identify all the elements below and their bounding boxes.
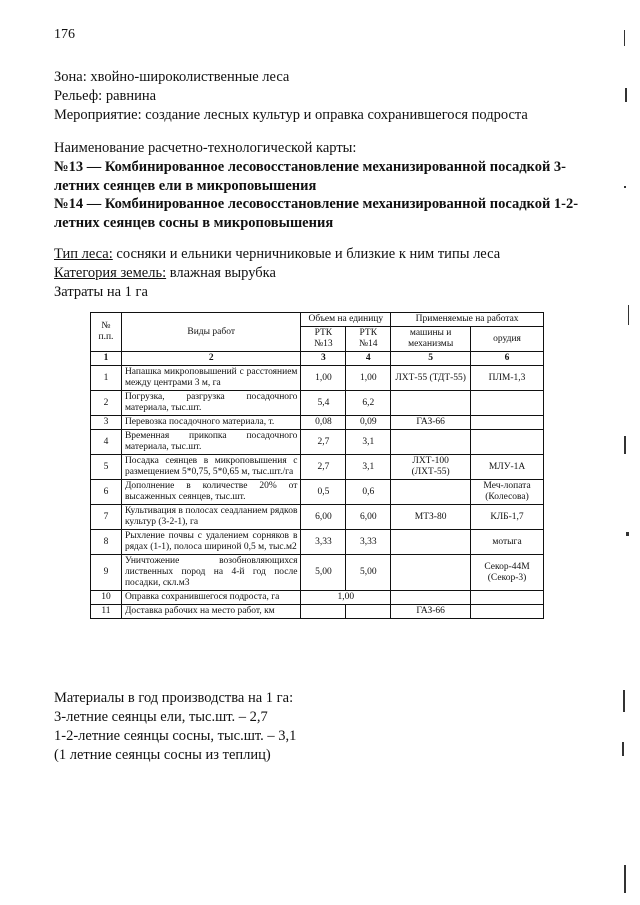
rtk13-value: 0,08	[301, 416, 346, 430]
scan-edge-mark	[624, 865, 626, 893]
work-description: Оправка сохранившегося подроста, га	[121, 591, 301, 605]
scan-edge-mark	[624, 436, 626, 454]
land-category-line	[54, 264, 276, 283]
row-number: 9	[91, 555, 122, 591]
rtk14-value: 3,33	[346, 530, 391, 555]
header-machines: машины и механизмы	[391, 327, 471, 352]
materials-note: (1 летние сеянцы сосны из теплиц)	[54, 747, 271, 763]
machines-value	[391, 480, 471, 505]
forest-type-value: сосняки и ельники черничниковые и близкие к ним типы леса	[112, 246, 501, 262]
table-row	[91, 430, 544, 455]
forest-type-line	[54, 245, 500, 264]
table-row	[91, 605, 544, 619]
rtk13-value: 1,00	[301, 366, 346, 391]
rtk14-value: 6,00	[346, 505, 391, 530]
tools-value	[471, 430, 544, 455]
rtk14-value: 3,1	[346, 455, 391, 480]
work-description: Посадка сеянцев в микроповышения с размещением 5*0,75, 5*0,65 м, тыс.шт./га	[121, 455, 301, 480]
rtk13-value: 0,5	[301, 480, 346, 505]
table-row	[91, 391, 544, 416]
table-row	[91, 455, 544, 480]
rtk14-value	[346, 605, 391, 619]
row-number: 2	[91, 391, 122, 416]
column-number: 6	[471, 352, 544, 366]
scan-edge-mark	[624, 186, 626, 188]
header-tools: орудия	[471, 327, 544, 352]
materials-pine: 1-2-летние сеянцы сосны, тыс.шт. – 3,1	[54, 728, 297, 744]
header-volume: Объем на единицу	[301, 313, 391, 327]
machines-value	[391, 430, 471, 455]
tools-value: КЛБ-1,7	[471, 505, 544, 530]
row-number: 8	[91, 530, 122, 555]
header-rtk14: РТК №14	[346, 327, 391, 352]
tools-value	[471, 605, 544, 619]
work-description: Культивация в полосах сеадланием рядков культур (3-2-1), га	[121, 505, 301, 530]
rtk13-value	[301, 605, 346, 619]
works-table	[90, 312, 544, 619]
rtk14-value: 3,1	[346, 430, 391, 455]
column-number: 1	[91, 352, 122, 366]
machines-value	[391, 591, 471, 605]
rtk13-value: 2,7	[301, 455, 346, 480]
zone-line: Зона: хвойно-широколиственные леса	[54, 69, 290, 85]
work-description: Дополнение в количестве 20% от высаженных сеянцев, тыс.шт.	[121, 480, 301, 505]
table-row	[91, 416, 544, 430]
work-description: Перевозка посадочного материала, т.	[121, 416, 301, 430]
tools-value	[471, 391, 544, 416]
column-number: 5	[391, 352, 471, 366]
rtk13-value: 2,7	[301, 430, 346, 455]
work-description: Напашка микроповышений с расстоянием между центрами 3 м, га	[121, 366, 301, 391]
row-number: 5	[91, 455, 122, 480]
tools-value: Секор-44М (Секор-3)	[471, 555, 544, 591]
card-14-title: №14 — Комбинированное лесовосстановление механизированной посадкой 1-2-летних сеянцев сосны в микроповышения	[54, 196, 579, 231]
table-row	[91, 591, 544, 605]
tools-value	[471, 416, 544, 430]
rtk14-value: 0,09	[346, 416, 391, 430]
tools-value	[471, 591, 544, 605]
row-number: 7	[91, 505, 122, 530]
tools-value: мотыга	[471, 530, 544, 555]
row-number: 6	[91, 480, 122, 505]
table-row	[91, 480, 544, 505]
work-description: Погрузка, разгрузка посадочного материала, тыс.шт.	[121, 391, 301, 416]
row-number: 3	[91, 416, 122, 430]
machines-value: ГАЗ-66	[391, 605, 471, 619]
row-number: 4	[91, 430, 122, 455]
scan-edge-mark	[626, 532, 629, 536]
machines-value: МТЗ-80	[391, 505, 471, 530]
machines-value	[391, 530, 471, 555]
scan-edge-mark	[622, 742, 624, 756]
rtk14-value: 1,00	[346, 366, 391, 391]
table-row	[91, 555, 544, 591]
column-numbers-row	[91, 352, 544, 366]
scan-edge-mark	[628, 305, 629, 325]
work-description: Уничтожение возобновляющихся лиственных пород на 4-й год после посадки, скл.м3	[121, 555, 301, 591]
row-number: 11	[91, 605, 122, 619]
card-label: Наименование расчетно-технологической карты:	[54, 140, 357, 156]
scan-edge-mark	[623, 690, 625, 712]
rtk14-value: 0,6	[346, 480, 391, 505]
rtk14-value: 5,00	[346, 555, 391, 591]
work-description: Рыхление почвы с удалением сорняков в рядах (1-1), полоса шириной 0,5 м, тыс.м2	[121, 530, 301, 555]
card-13-title: №13 — Комбинированное лесовосстановление механизированной посадкой 3-летних сеянцев ели в микроповышения	[54, 159, 566, 194]
rtk13-value: 5,00	[301, 555, 346, 591]
header-num: № п.п.	[91, 313, 122, 352]
machines-value: ГАЗ-66	[391, 416, 471, 430]
materials-block	[54, 689, 296, 765]
header-rtk13: РТК №13	[301, 327, 346, 352]
work-description: Доставка рабочих на место работ, км	[121, 605, 301, 619]
header-applied: Применяемые на работах	[391, 313, 544, 327]
relief-line: Рельеф: равнина	[54, 88, 157, 104]
work-description: Временная прикопка посадочного материала, тыс.шт.	[121, 430, 301, 455]
table-row	[91, 505, 544, 530]
tools-value: Меч-лопата (Колесова)	[471, 480, 544, 505]
page-number: 176	[54, 27, 75, 42]
row-number: 10	[91, 591, 122, 605]
header-works: Виды работ	[121, 313, 301, 352]
machines-value: ЛХТ-55 (ТДТ-55)	[391, 366, 471, 391]
measure-line: Мероприятие: создание лесных культур и оправка сохранившегося подроста	[54, 107, 528, 123]
scan-edge-mark	[625, 88, 627, 102]
machines-value	[391, 555, 471, 591]
row-number: 1	[91, 366, 122, 391]
column-number: 4	[346, 352, 391, 366]
column-number: 2	[121, 352, 301, 366]
column-number: 3	[301, 352, 346, 366]
rtk13-value: 5,4	[301, 391, 346, 416]
rtk13-value: 3,33	[301, 530, 346, 555]
tools-value: ПЛМ-1,3	[471, 366, 544, 391]
table-row	[91, 530, 544, 555]
materials-spruce: 3-летние сеянцы ели, тыс.шт. – 2,7	[54, 709, 268, 725]
table-row	[91, 366, 544, 391]
rtk13-value: 6,00	[301, 505, 346, 530]
machines-value	[391, 391, 471, 416]
rtk14-value: 6,2	[346, 391, 391, 416]
forest-type-label: Тип леса:	[54, 246, 113, 262]
materials-title: Материалы в год производства на 1 га:	[54, 690, 294, 706]
land-category-label: Категория земель:	[54, 265, 167, 281]
rtk-merged-value: 1,00	[301, 591, 391, 605]
land-category-value: влажная вырубка	[166, 265, 276, 281]
costs-line: Затраты на 1 га	[54, 284, 148, 300]
machines-value: ЛХТ-100 (ЛХТ-55)	[391, 455, 471, 480]
tools-value: МЛУ-1А	[471, 455, 544, 480]
scan-edge-mark	[624, 30, 625, 46]
